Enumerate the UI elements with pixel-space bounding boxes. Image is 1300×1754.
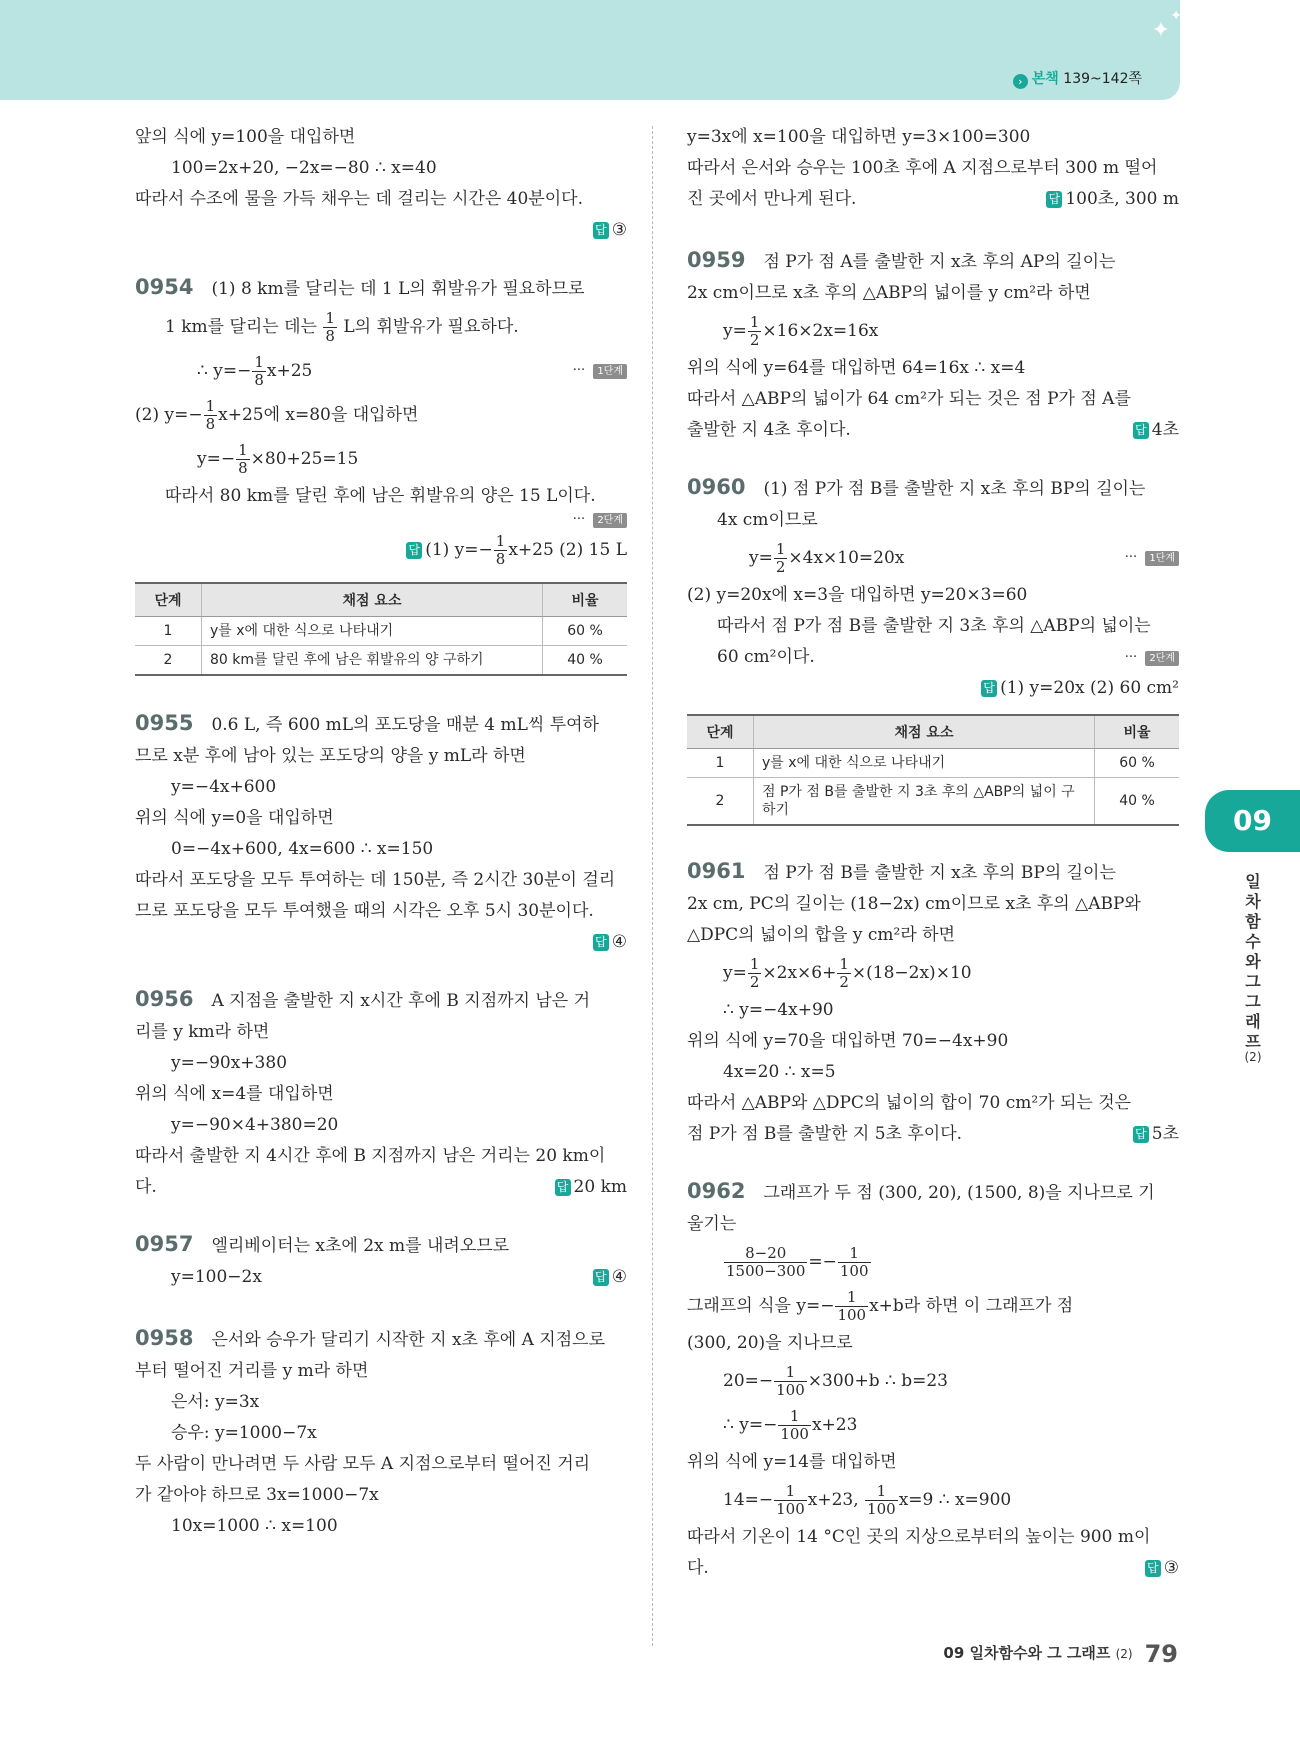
fraction: $\frac{1}{100}$ [780,1407,809,1443]
table-row: 1 y를 x에 대한 식으로 나타내기 60 % [135,617,627,646]
solution-0962: 0962 그래프가 두 점 (300, 20), (1500, 8)을 지나므로 기 울기는 $\frac{8-20}{1500-300}$ =− $\frac{1}{100}$ 그래프의 식을 y=− $\frac{1}{100}$ x+b라 하면 이 그래프가 점 (300, 20)을 지나므로 20=− $\frac{1}{100}$ ×300+b ∴ b=23 ∴ y=− $\frac{1}{100}$ x+23 위의 식에 y=14를 대입하면 14=− $\frac{1}{100}$ x+23, $\frac{1}{100}$ x=9 ∴ x=900 따라서 기온이 14 °C인 곳의 지상으로부터의 높이는 900 m이 다. 답 ③ [687,1176,1179,1584]
problem-number: 0961 [687,859,746,883]
left-column [135,122,627,1542]
solution-0958-continued: y=3x에 x=100을 대입하면 y=3×100=300 따라서 은서와 승우는 100초 후에 A 지점으로부터 300 m 떨어 진 곳에서 만나게 된다. 답 100초, 300 m [687,122,1179,215]
solution-0958: 0958 은서와 승우가 달리기 시작한 지 x초 후에 A 지점으로 부터 떨어진 거리를 y m라 하면 은서: y=3x 승우: y=1000−7x 두 사람이 만나려면 두 사람 모두 A 지점으로부터 떨어진 거리 가 같아야 하므로 3x=1000−7x 10x=1000 ∴ x=100 [135,1326,605,1536]
answer: 답 (1) y=20x (2) 60 cm² [687,673,1179,704]
fraction: $\frac{1}{8}$ [238,441,248,477]
solution-0953-continued: 앞의 식에 y=100을 대입하면 100=2x+20, −2x=−80 ∴ x=40 따라서 수조에 물을 가득 채우는 데 걸리는 시간은 40분이다. 답 ③ [135,122,627,246]
problem-number: 0957 [135,1232,194,1256]
problem-number: 0958 [135,1326,194,1350]
fraction: $\frac{1}{2}$ [749,955,760,991]
fraction: $\frac{1}{8}$ [254,353,264,389]
fraction: $\frac{8-20}{1500-300}$ [726,1244,806,1280]
problem-number: 0959 [687,248,746,272]
fraction: $\frac{1}{2}$ [775,540,786,576]
chapter-side-part: (2) [1244,1050,1262,1064]
answer: 답 5초 [1133,1119,1179,1150]
right-column [687,122,1179,1584]
solution-0957: 0957 엘리베이터는 x초에 2x m를 내려오므로 y=100−2x 답 ④ [135,1229,627,1293]
problem-number: 0956 [135,987,194,1011]
chevron-right-icon: › [1013,74,1028,89]
answer: 답 (1) y=− $\frac{1}{8}$ x+25 (2) 15 L [135,528,627,572]
step-marker: ··· 2단계 [135,512,627,528]
problem-number: 0960 [687,475,746,499]
answer: 답 4초 [1133,415,1179,446]
fraction: $\frac{1}{8}$ [325,309,335,345]
fraction: $\frac{1}{2}$ [749,313,760,349]
answer: 답 ④ [135,927,627,958]
fraction: $\frac{1}{2}$ [839,955,849,991]
chapter-tab: 09 [1205,790,1300,852]
step-badge: 1단계 [1145,551,1179,566]
step-badge: 2단계 [1145,651,1179,666]
fraction: $\frac{1}{100}$ [839,1244,869,1280]
sparkle-icon: ✦ [1170,8,1182,24]
fraction: $\frac{1}{100}$ [867,1482,896,1518]
textbook-reference: › 본책 139~142쪽 [1013,68,1142,89]
problem-number: 0962 [687,1179,746,1203]
fraction: $\frac{1}{100}$ [837,1288,867,1324]
column-divider [652,126,653,1646]
fraction: $\frac{1}{100}$ [776,1363,805,1399]
solution-0954: 0954 (1) 8 km를 달리는 데 1 L의 휘발유가 필요하므로 1 km를 달리는 데는 $\frac{1}{8}$ L의 휘발유가 필요하다. ∴ y=− $\frac{1}{8}$ x+25 ··· 1단계 (2) y=− $\frac{1}{8}$ x+25에 x=80을 대입하면 y=− $\frac{1}{8}$ ×80+25=15 따라서 80 km를 달린 후에 남은 휘발유의 양은 15 L이다. ··· 2단계 답 (1) y=− $\frac{1}{8}$ x+25 (2) 15 L 단계 채점 요소 비율 1 y를 x에 대한 식으로 나타내기 60 % 2 80 km를 달린 후에 남은 휘발유의 양 구하기 40 % [135,272,627,676]
answer: 답 ③ [135,215,627,246]
page-number: 79 [1144,1640,1178,1668]
problem-number: 0954 [135,275,194,299]
page-header [0,0,1180,100]
fraction: $\frac{1}{8}$ [495,532,506,568]
grading-table: 단계 채점 요소 비율 1 y를 x에 대한 식으로 나타내기 60 % 2 점 P가 점 B를 출발한 지 3초 후의 △ABP의 넓이 구하기 40 % [687,714,1179,826]
sparkle-icon: ✦ [1151,18,1170,43]
grading-table: 단계 채점 요소 비율 1 y를 x에 대한 식으로 나타내기 60 % 2 80 km를 달린 후에 남은 휘발유의 양 구하기 40 % [135,582,627,676]
solution-0960: 0960 (1) 점 P가 점 B를 출발한 지 x초 후의 BP의 길이는 4x cm이므로 y= $\frac{1}{2}$ ×4x×10=20x ··· 1단계 (2) y=20x에 x=3을 대입하면 y=20×3=60 따라서 점 P가 점 B를 출발한 지 3초 후의 △ABP의 넓이는 60 cm²이다. ··· 2단계 답 (1) y=20x (2) 60 cm² 단계 채점 요소 비율 1 y를 x에 대한 식으로 나타내기 60 % 2 점 P가 점 B를 출발한 지 3초 후의 △ABP의 넓이 구하기 40 % [687,472,1179,826]
step-badge: 1단계 [593,364,627,379]
solution-0961: 0961 점 P가 점 B를 출발한 지 x초 후의 BP의 길이는 2x cm, PC의 길이는 (18−2x) cm이므로 x초 후의 △ABP와 △DPC의 넓이의 합을 y cm²라 하면 y= $\frac{1}{2}$ ×2x×6+ $\frac{1}{2}$ ×(18−2x)×10 ∴ y=−4x+90 위의 식에 y=70을 대입하면 70=−4x+90 4x=20 ∴ x=5 따라서 △ABP와 △DPC의 넓이의 합이 70 cm²가 되는 것은 점 P가 점 B를 출발한 지 5초 후이다. 답 5초 [687,856,1179,1150]
answer: 답 ③ [1145,1553,1179,1584]
fraction: $\frac{1}{100}$ [776,1482,805,1518]
table-row: 2 점 P가 점 B를 출발한 지 3초 후의 △ABP의 넓이 구하기 40 % [687,778,1179,826]
table-row: 1 y를 x에 대한 식으로 나타내기 60 % [687,749,1179,778]
answer: 답 100초, 300 m [1046,184,1179,215]
answer: 답 ④ [593,1262,627,1293]
table-row: 2 80 km를 달린 후에 남은 휘발유의 양 구하기 40 % [135,646,627,676]
solution-0959: 0959 점 P가 점 A를 출발한 지 x초 후의 AP의 길이는 2x cm이므로 x초 후의 △ABP의 넓이를 y cm²라 하면 y= $\frac{1}{2}$ ×16×2x=16x 위의 식에 y=64를 대입하면 64=16x ∴ x=4 따라서 △ABP의 넓이가 64 cm²가 되는 것은 점 P가 점 A를 출발한 지 4초 후이다. 답 4초 [687,245,1179,446]
page-footer: 09 일차함수와 그 그래프 (2) 79 [943,1640,1178,1668]
chapter-side-title: 일차함수와 그 그래프 [1245,872,1261,1051]
solution-0955: 0955 0.6 L, 즉 600 mL의 포도당을 매분 4 mL씩 투여하 므로 x분 후에 남아 있는 포도당의 양을 y mL라 하면 y=−4x+600 위의 식에 y=0을 대입하면 0=−4x+600, 4x=600 ∴ x=150 따라서 포도당을 모두 투여하는 데 150분, 즉 2시간 30분이 걸리 므로 포도당을 모두 투여했을 때의 시각은 오후 5시 30분이다. 답 ④ [135,708,627,958]
solution-0956: 0956 A 지점을 출발한 지 x시간 후에 B 지점까지 남은 거 리를 y km라 하면 y=−90x+380 위의 식에 x=4를 대입하면 y=−90×4+380=20 따라서 출발한 지 4시간 후에 B 지점까지 남은 거리는 20 km이 다. 답 20 km [135,984,627,1203]
fraction: $\frac{1}{8}$ [205,397,216,433]
problem-number: 0955 [135,711,194,735]
answer: 답 20 km [555,1172,627,1203]
